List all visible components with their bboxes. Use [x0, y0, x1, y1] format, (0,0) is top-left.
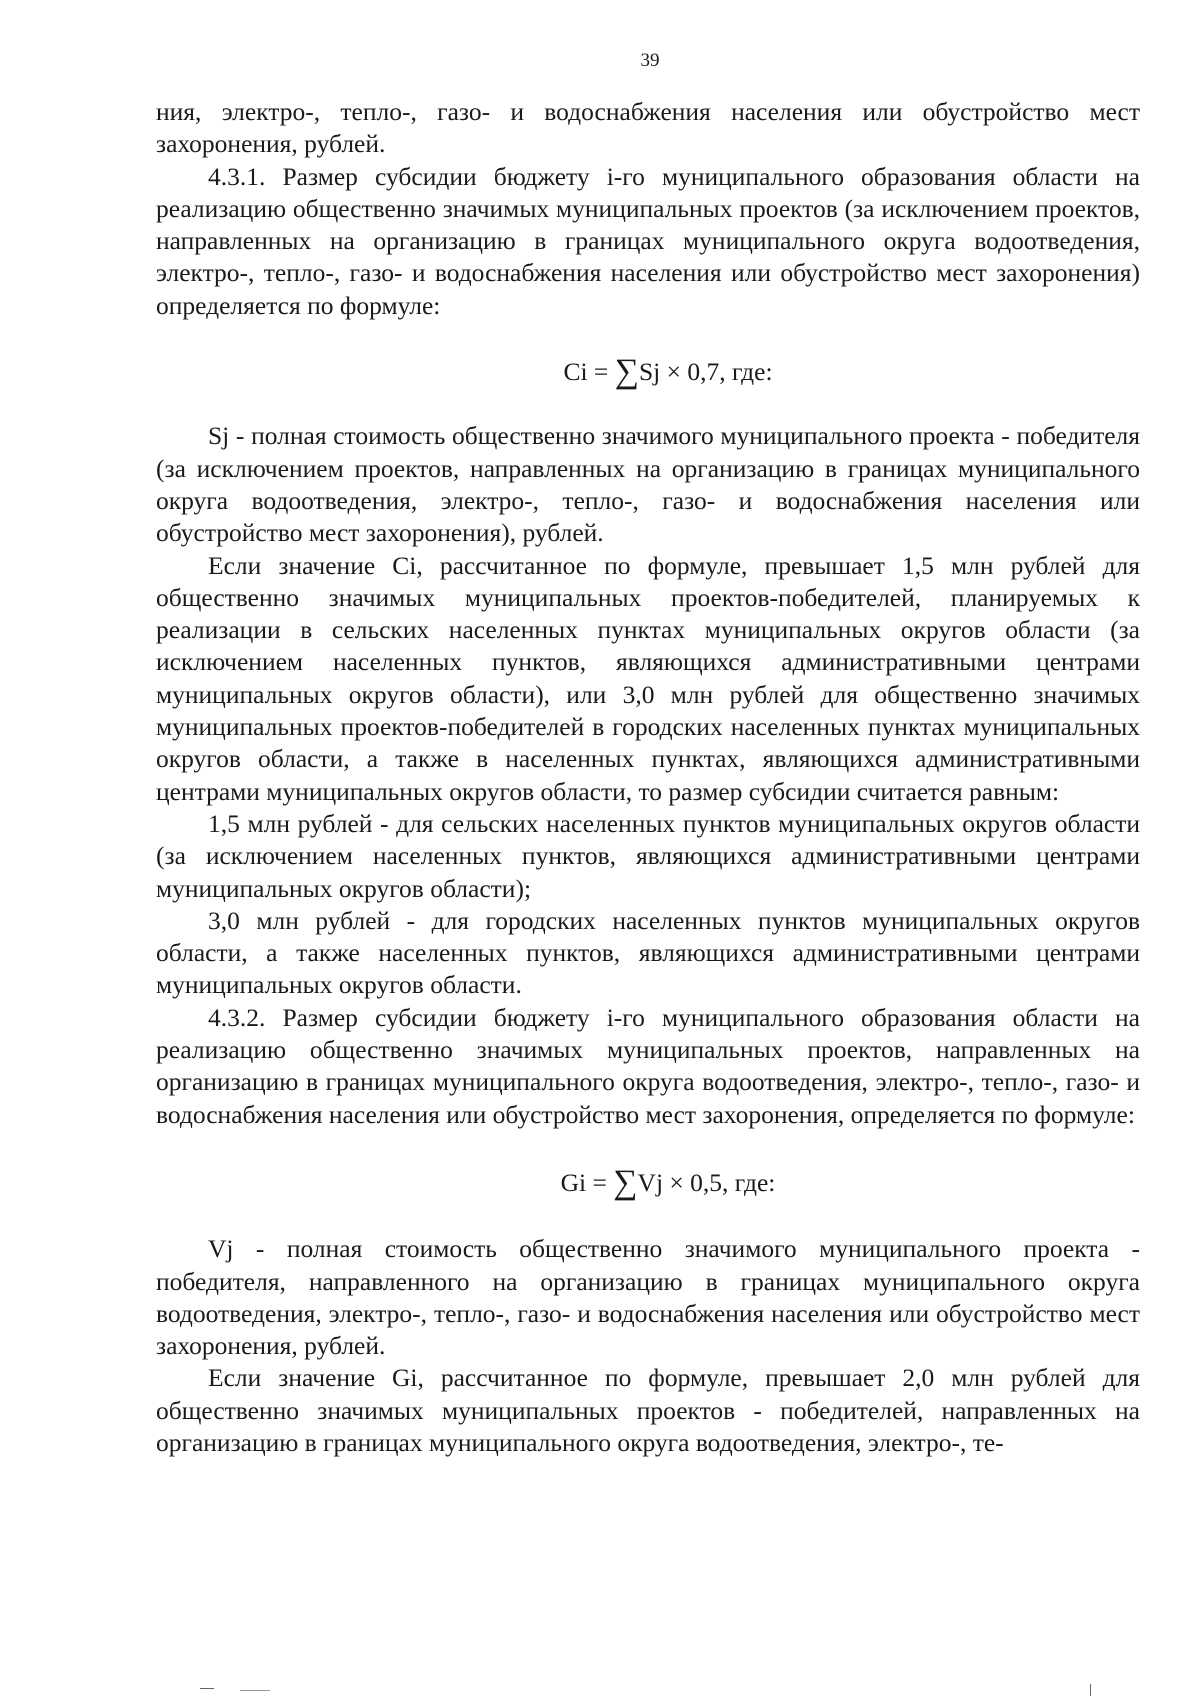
- paragraph-continuation: ния, электро-, тепло-, газо- и водоснабжения населения или обустройство мест захоронения, рублей.: [156, 97, 1140, 159]
- paragraph-gi-limit: Если значение Gi, рассчитанное по формуле, превышает 2,0 млн рублей для общественно значимых муниципальных проектов - победителей, направленных на организацию в границах муниципального округа водоотведения, электро-, те-: [156, 1363, 1140, 1457]
- formula-ci: [156, 353, 1140, 391]
- paragraph-4-3-1: 4.3.1. Размер субсидии бюджету i-го муниципального образования области на реализацию общественно значимых муниципальных проектов (за исключением проектов, направленных на организацию в границах муниципального округа водоотведения, электро-, тепло-, газо- и водоснабжения населения или обустройство мест захоронения) определяется по формуле:: [156, 161, 1140, 320]
- scan-artifact: [240, 1690, 270, 1691]
- paragraph-rural-limit: 1,5 млн рублей - для сельских населенных пунктов муниципальных округов области (за исключением населенных пунктов, являющихся административными центрами муниципальных округов области);: [156, 808, 1140, 903]
- formula-ci-rhs: Sj × 0,7, где:: [638, 357, 773, 387]
- document-body: [156, 96, 1140, 1459]
- formula-gi-lhs: Gi =: [560, 1167, 614, 1197]
- formula-gi-rhs: Vj × 0,5, где:: [637, 1167, 776, 1197]
- scan-artifact: [1090, 1684, 1091, 1696]
- paragraph-ci-limit: Если значение Ci, рассчитанное по формуле, превышает 1,5 млн рублей для общественно значимых муниципальных проектов-победителей, планируемых к реализации в сельских населенных пунктах муниципальных округов области (за исключением населенных пунктов, являющихся административными центрами муниципальных округов области), или 3,0 млн рублей для общественно значимых муниципальных проектов-победителей в городских населенных пунктах муниципальных округов области, а также в населенных пунктах, являющихся административными центрами муниципальных округов области, то размер субсидии считается равным:: [156, 550, 1140, 806]
- summation-symbol: ∑: [613, 1163, 638, 1201]
- formula-gi: [156, 1165, 1140, 1199]
- formula-ci-lhs: Ci =: [563, 357, 615, 387]
- summation-symbol: ∑: [614, 353, 639, 391]
- paragraph-4-3-2: 4.3.2. Размер субсидии бюджету i-го муниципального образования области на реализацию общественно значимых муниципальных проектов, направленных на организацию в границах муниципального округа водоотведения, электро-, тепло-, газо- и водоснабжения населения или обустройство мест захоронения, определяется по формуле:: [156, 1002, 1140, 1129]
- scan-artifact: [200, 1688, 214, 1689]
- paragraph-sj-definition: Sj - полная стоимость общественно значимого муниципального проекта - победителя (за исключением проектов, направленных на организацию в границах муниципального округа водоотведения, электро-, тепло-, газо- и водоснабжения населения или обустройство мест захоронения), рублей.: [156, 421, 1140, 548]
- page-number: 39: [640, 50, 660, 71]
- paragraph-vj-definition: Vj - полная стоимость общественно значимого муниципального проекта - победителя, направленного на организацию в границах муниципального округа водоотведения, электро-, тепло-, газо- и водоснабжения населения или обустройство мест захоронения, рублей.: [156, 1234, 1140, 1361]
- paragraph-urban-limit: 3,0 млн рублей - для городских населенных пунктов муниципальных округов области, а также населенных пунктов, являющихся административными центрами муниципальных округов области.: [156, 905, 1140, 1000]
